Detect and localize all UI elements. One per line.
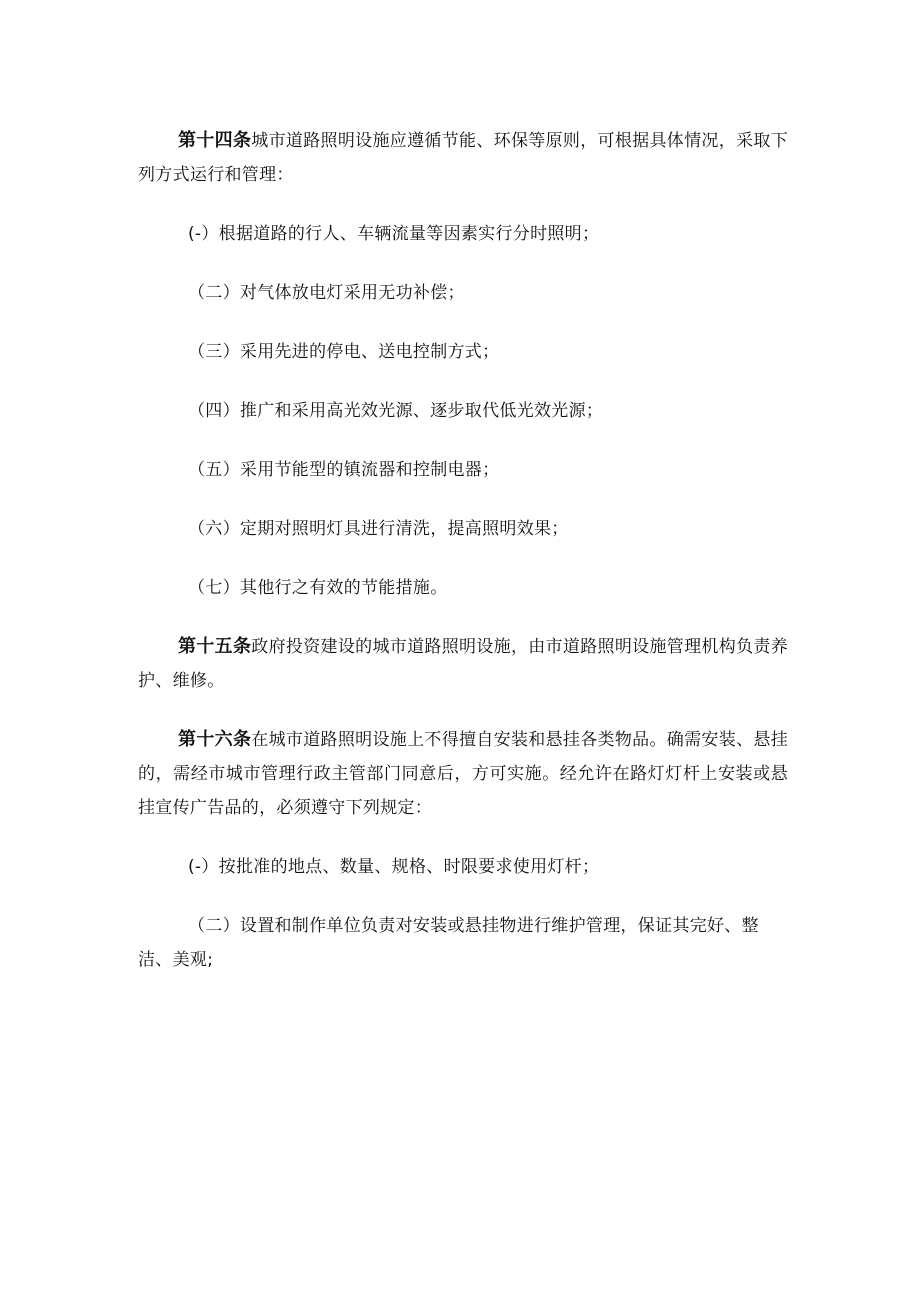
article-14-heading: 第十四条 [178,130,252,151]
article-16-item-2: （二）设置和制作单位负责对安装或悬挂物进行维护管理，保证其完好、整洁、美观; [138,916,759,970]
document-body [138,124,788,1002]
article-14-item-5: （五）采用节能型的镇流器和控制电器； [188,460,500,480]
article-14-item-3: （三）采用先进的停电、送电控制方式； [188,342,500,362]
article-15-heading: 第十五条 [178,636,252,657]
article-14-item-6: （六）定期对照明灯具进行清洗，提高照明效果； [188,519,569,539]
article-16 [138,723,788,825]
article-14-item-2: （二）对气体放电灯采用无功补偿； [188,283,465,303]
article-15 [138,630,788,698]
article-14-text: 城市道路照明设施应遵循节能、环保等原则，可根据具体情况，采取下列方式运行和管理： [138,131,788,185]
article-14-item-7: （七）其他行之有效的节能措施。 [188,578,448,598]
article-16-heading: 第十六条 [178,729,252,750]
article-14 [138,124,788,192]
article-15-text: 政府投资建设的城市道路照明设施，由市道路照明设施管理机构负责养护、维修。 [138,637,788,691]
article-16-item-1: (-）按批准的地点、数量、规格、时限要求使用灯杆； [188,857,600,877]
article-16-text: 在城市道路照明设施上不得擅自安装和悬挂各类物品。确需安装、悬挂的，需经市城市管理行政主管部门同意后，方可实施。经允许在路灯灯杆上安装或悬挂宣传广告品的，必须遵守下列规定： [138,730,788,818]
article-14-item-1: (-）根据道路的行人、车辆流量等因素实行分时照明； [188,224,600,244]
article-14-item-4: （四）推广和采用高光效光源、逐步取代低光效光源； [188,401,604,421]
